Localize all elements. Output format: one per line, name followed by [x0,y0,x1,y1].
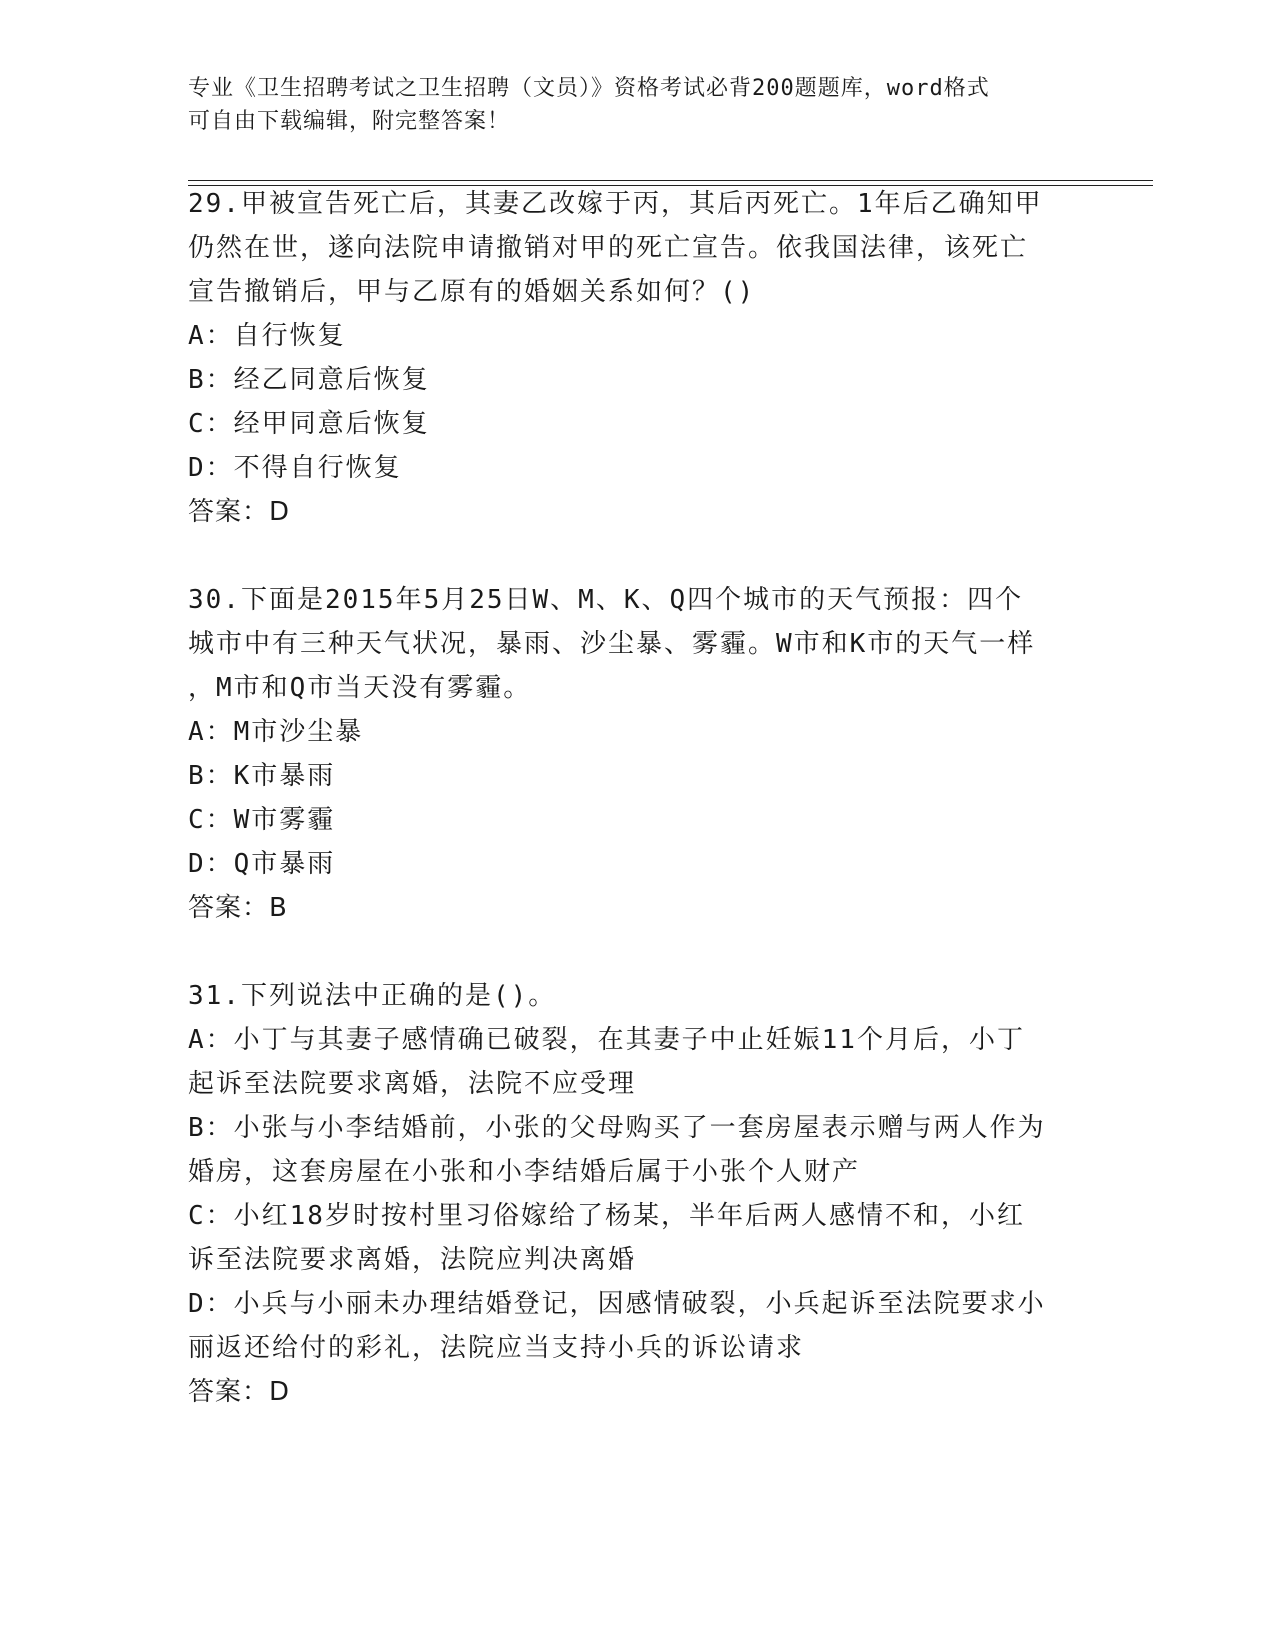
option-b: B：小张与小李结婚前，小张的父母购买了一套房屋表示赠与两人作为 [188,1113,1046,1143]
question-stem-line: 仍然在世，遂向法院申请撤销对甲的死亡宣告。依我国法律，该死亡 [188,233,1029,263]
option-d-continued: 丽返还给付的彩礼，法院应当支持小兵的诉讼请求 [188,1333,805,1363]
question-stem-line: 宣告撤销后，甲与乙原有的婚姻关系如何？() [188,277,756,307]
question-stem-line: ，M市和Q市当天没有雾霾。 [188,673,532,703]
header-line-2: 可自由下载编辑，附完整答案！ [188,109,511,134]
question-stem-line: 29.甲被宣告死亡后，其妻乙改嫁于丙，其后丙死亡。1年后乙确知甲 [188,189,1043,219]
option-b: B：经乙同意后恢复 [188,365,430,395]
option-b: B：K市暴雨 [188,761,336,791]
answer-label: 答案：D [188,497,291,527]
header-divider-top [188,180,1153,181]
answer-label: 答案：D [188,1377,291,1407]
header-line-1: 专业《卫生招聘考试之卫生招聘（文员）》资格考试必背200题题库，word格式 [188,76,990,101]
question-stem-line: 城市中有三种天气状况，暴雨、沙尘暴、雾霾。W市和K市的天气一样 [188,629,1036,659]
option-a-continued: 起诉至法院要求离婚，法院不应受理 [188,1069,637,1099]
option-a: A：小丁与其妻子感情确已破裂，在其妻子中止妊娠11个月后，小丁 [188,1025,1025,1055]
option-a: A：M市沙尘暴 [188,717,364,747]
option-c: C：经甲同意后恢复 [188,409,430,439]
option-d: D：Q市暴雨 [188,849,336,879]
answer-label: 答案：B [188,893,288,923]
option-a: A：自行恢复 [188,321,346,351]
question-stem-line: 31.下列说法中正确的是()。 [188,981,557,1011]
option-d: D：小兵与小丽未办理结婚登记，因感情破裂，小兵起诉至法院要求小 [188,1289,1046,1319]
option-d: D：不得自行恢复 [188,453,402,483]
option-c-continued: 诉至法院要求离婚，法院应判决离婚 [188,1245,637,1275]
option-b-continued: 婚房，这套房屋在小张和小李结婚后属于小张个人财产 [188,1157,861,1187]
option-c: C：W市雾霾 [188,805,336,835]
question-stem-line: 30.下面是2015年5月25日W、M、K、Q四个城市的天气预报：四个 [188,585,1024,615]
option-c: C：小红18岁时按村里习俗嫁给了杨某，半年后两人感情不和，小红 [188,1201,1025,1231]
document-header [188,72,1088,138]
